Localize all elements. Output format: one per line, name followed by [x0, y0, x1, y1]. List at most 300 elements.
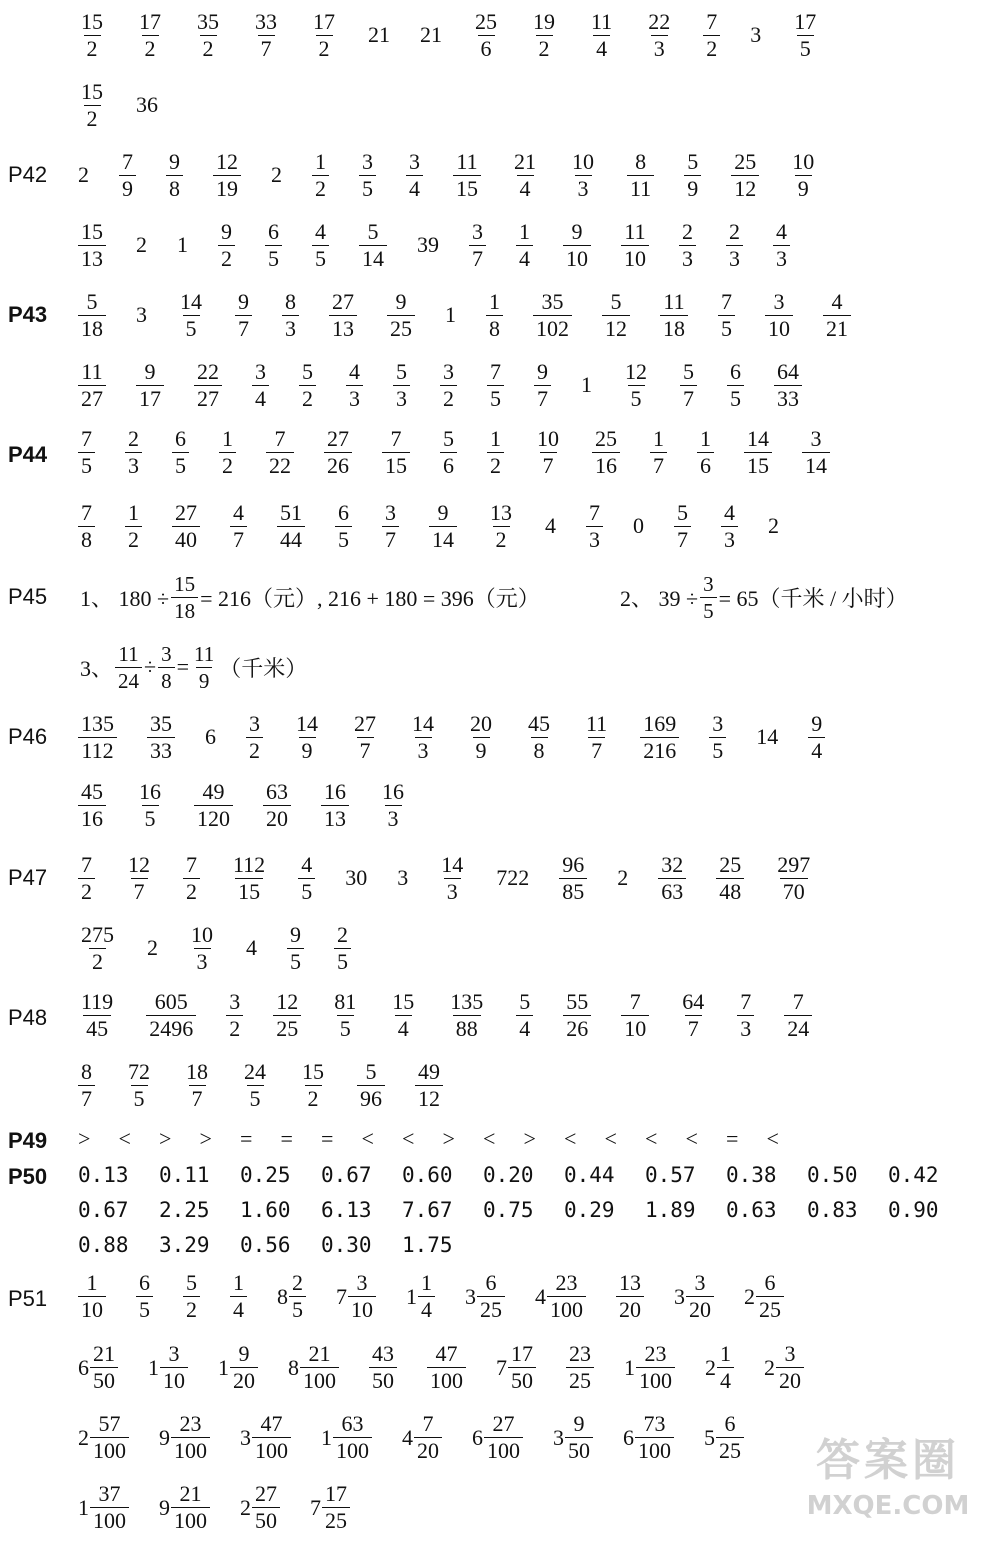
row-p42-a	[0, 146, 1000, 204]
fraction	[252, 1411, 291, 1464]
fraction-answer	[486, 289, 503, 342]
denominator: 2	[299, 385, 316, 412]
numerator: 27	[332, 288, 354, 314]
fraction-answer	[389, 989, 417, 1042]
fraction-answer	[679, 989, 707, 1042]
row-p50-b	[0, 1195, 1000, 1229]
fraction	[621, 989, 649, 1042]
fraction	[191, 641, 217, 694]
fraction-answer	[447, 989, 486, 1042]
fraction-answer	[563, 219, 591, 272]
denominator: 50	[369, 1367, 397, 1394]
denominator: 10	[621, 245, 649, 272]
fraction-answer	[166, 149, 183, 202]
denominator: 7	[357, 737, 374, 764]
integer-part: 1	[624, 1354, 635, 1380]
fraction-answer	[516, 219, 533, 272]
mixed-number	[310, 1481, 350, 1534]
fraction	[773, 219, 790, 272]
numerator: 3	[255, 358, 266, 384]
numerator: 25	[475, 8, 497, 34]
fraction	[636, 1341, 675, 1394]
numerator: 3	[168, 1341, 180, 1366]
denominator: 20	[616, 1296, 644, 1323]
fraction	[726, 219, 743, 272]
denominator: 15	[453, 175, 481, 202]
fraction	[516, 989, 533, 1042]
numerator: 5	[365, 1059, 377, 1084]
answer-items	[78, 216, 1000, 274]
fraction-answer	[125, 500, 142, 553]
fraction-answer	[194, 9, 222, 62]
numerator: 21	[93, 1341, 115, 1366]
fraction-answer	[530, 9, 558, 62]
mixed-number-body	[472, 1411, 523, 1464]
denominator: 8	[158, 667, 175, 694]
equation-1	[78, 568, 542, 626]
mixed-number	[240, 1411, 291, 1464]
answer-items	[78, 849, 1000, 907]
numerator: 4	[301, 851, 313, 877]
denominator: 2	[200, 35, 217, 62]
mixed-number-body	[465, 1270, 505, 1323]
fraction	[369, 1341, 397, 1394]
fraction	[78, 9, 106, 62]
fraction	[348, 1270, 376, 1323]
denominator: 5	[247, 1085, 264, 1112]
mixed-number-body	[764, 1341, 804, 1394]
denominator: 14	[359, 245, 387, 272]
fraction-answer	[263, 779, 291, 832]
fraction-answer	[299, 359, 316, 412]
mixed-number	[496, 1341, 536, 1394]
mixed-number	[78, 1411, 129, 1464]
fraction	[299, 359, 316, 412]
fraction-answer	[472, 9, 500, 62]
decimal-answer: 0.63	[726, 1198, 777, 1222]
fraction	[756, 1270, 784, 1323]
numerator: 14	[441, 851, 464, 877]
fraction	[160, 1341, 188, 1394]
fraction	[447, 989, 486, 1042]
numerator: 11	[456, 148, 478, 174]
fraction-answer	[592, 426, 620, 479]
fraction	[534, 359, 551, 412]
denominator: 6	[697, 452, 714, 479]
equation-text: = 65（千米 / 小时）	[718, 585, 908, 611]
fraction-answer	[335, 500, 352, 553]
numerator: 6	[139, 1270, 150, 1295]
numerator: 33	[255, 8, 277, 34]
fraction-answer	[172, 426, 189, 479]
decimal-answer: 0.60	[402, 1163, 453, 1187]
mixed-number-body	[78, 1341, 118, 1394]
denominator: 2	[316, 35, 333, 62]
fraction	[414, 1411, 442, 1464]
denominator: 85	[559, 878, 587, 905]
numerator: 11	[591, 8, 613, 34]
numerator: 1	[315, 148, 326, 174]
decimal-answer: 0.42	[888, 1163, 939, 1187]
fraction-answer	[324, 426, 352, 479]
numerator: 7	[422, 1411, 434, 1436]
denominator: 10	[78, 1296, 106, 1323]
whole-value: 3	[397, 865, 409, 890]
numerator: 32	[661, 851, 684, 877]
denominator: 10	[348, 1296, 376, 1323]
mixed-number	[764, 1341, 804, 1394]
row-p43-b	[0, 356, 1000, 414]
numerator: 14	[180, 288, 202, 314]
numerator: 17	[794, 8, 817, 34]
mixed-number-body	[674, 1270, 714, 1323]
denominator: 2	[536, 35, 553, 62]
denominator: 100	[171, 1437, 210, 1464]
fraction	[440, 426, 457, 479]
denominator: 7	[382, 526, 399, 553]
fraction	[674, 500, 691, 553]
fraction	[622, 359, 650, 412]
fraction-answer	[640, 711, 679, 764]
denominator: 100	[484, 1437, 523, 1464]
numerator: 5	[677, 499, 688, 525]
decimal-answer: 0.75	[483, 1198, 534, 1222]
fraction	[467, 711, 495, 764]
fraction	[469, 219, 486, 272]
denominator: 16	[592, 452, 620, 479]
denominator: 5	[142, 805, 159, 832]
denominator: 27	[78, 385, 106, 412]
fraction	[357, 1059, 385, 1112]
comparison-symbol: <	[483, 1126, 496, 1151]
fraction-answer	[219, 426, 236, 479]
whole-number	[756, 708, 778, 766]
denominator: 18	[171, 597, 198, 624]
fraction-answer	[78, 9, 106, 62]
fraction	[472, 9, 500, 62]
denominator: 7	[235, 315, 252, 342]
fraction-answer	[409, 711, 437, 764]
whole-value: 2	[147, 935, 158, 960]
fraction-answer	[298, 852, 315, 905]
denominator: 102	[533, 315, 572, 342]
fraction	[78, 500, 95, 553]
fraction	[588, 9, 615, 62]
fraction	[136, 1270, 153, 1323]
fraction-answer	[438, 852, 466, 905]
mixed-number-body	[402, 1411, 442, 1464]
denominator: 8	[166, 175, 183, 202]
fraction	[78, 1270, 106, 1323]
mixed-number	[624, 1341, 675, 1394]
fraction-answer	[588, 9, 615, 62]
denominator: 2	[246, 737, 263, 764]
numerator: 5	[519, 989, 531, 1014]
fraction-answer	[406, 149, 423, 202]
fraction-answer	[382, 426, 410, 479]
denominator: 2496	[146, 1015, 196, 1042]
fraction	[90, 1481, 129, 1534]
fraction	[265, 219, 282, 272]
denominator: 2	[183, 1296, 200, 1323]
fraction-answer	[645, 9, 673, 62]
denominator: 100	[171, 1507, 210, 1534]
fraction-answer	[78, 289, 106, 342]
denominator: 5	[183, 315, 200, 342]
numerator: 9	[573, 1411, 585, 1436]
fraction	[213, 149, 241, 202]
fraction-answer	[453, 149, 481, 202]
numerator: 15	[174, 571, 196, 596]
numerator: 9	[238, 1341, 250, 1366]
numerator: 21	[179, 1481, 202, 1506]
whole-value: 0	[633, 513, 644, 538]
denominator: 4	[593, 35, 610, 62]
denominator: 21	[823, 315, 851, 342]
whole-number	[368, 6, 390, 64]
row-p47-a	[0, 849, 1000, 907]
integer-part: 8	[277, 1283, 288, 1309]
numerator: 10	[572, 148, 594, 174]
denominator: 3	[415, 737, 432, 764]
integer-part: 1	[406, 1283, 417, 1309]
fraction-answer	[78, 219, 106, 272]
numerator: 4	[315, 218, 326, 244]
fraction-answer	[697, 426, 714, 479]
row-p51-a	[0, 1270, 1000, 1328]
numerator: 47	[260, 1411, 283, 1436]
numerator: 11	[81, 358, 103, 384]
fraction-answer	[78, 426, 95, 479]
numerator: 49	[202, 779, 225, 804]
numerator: 9	[144, 358, 156, 384]
row-p47-b	[0, 919, 1000, 977]
decimal-answer: 1.60	[240, 1198, 291, 1222]
fraction-answer	[312, 219, 329, 272]
mixed-number	[553, 1411, 593, 1464]
fraction-answer	[726, 219, 743, 272]
numerator: 8	[635, 148, 647, 174]
watermark-logo-text: 答案圈	[816, 1435, 960, 1486]
fraction-answer	[136, 1270, 153, 1323]
fraction	[329, 289, 357, 342]
denominator: 33	[147, 737, 175, 764]
numerator: 10	[792, 148, 815, 174]
numerator: 1	[233, 1270, 244, 1295]
denominator: 7	[189, 1085, 206, 1112]
fraction-answer	[516, 989, 533, 1042]
fraction-answer	[789, 149, 817, 202]
whole-value: 3	[136, 302, 147, 327]
fraction-answer	[147, 711, 175, 764]
denominator: 2	[703, 35, 720, 62]
denominator: 5	[718, 315, 735, 342]
fraction	[171, 1481, 210, 1534]
numerator: 63	[341, 1411, 364, 1436]
denominator: 3	[444, 878, 461, 905]
fraction	[679, 989, 707, 1042]
mixed-number-body	[240, 1481, 280, 1534]
numerator: 27	[255, 1481, 277, 1506]
fraction-answer	[415, 1059, 443, 1112]
mixed-number	[535, 1270, 586, 1323]
numerator: 25	[734, 148, 757, 174]
fraction	[230, 1270, 247, 1323]
integer-part: 8	[288, 1354, 299, 1380]
denominator: 20	[263, 805, 291, 832]
fraction-answer	[312, 149, 329, 202]
fraction	[379, 779, 407, 832]
numerator: 2	[292, 1270, 303, 1295]
fraction-answer	[703, 9, 720, 62]
denominator: 25	[387, 315, 415, 342]
row-p50-a	[0, 1160, 1000, 1194]
denominator: 5	[337, 1015, 354, 1042]
row-p48-b	[0, 1059, 1000, 1117]
denominator: 7	[674, 526, 691, 553]
decimal-answer: 0.83	[807, 1198, 858, 1222]
mixed-number	[288, 1341, 339, 1394]
numerator: 64	[682, 989, 705, 1014]
numerator: 3	[773, 288, 785, 314]
denominator: 63	[658, 878, 686, 905]
fraction-answer	[78, 500, 95, 553]
whole-number	[545, 497, 556, 555]
whole-number	[177, 216, 188, 274]
fraction-answer	[273, 989, 301, 1042]
denominator: 12	[415, 1085, 443, 1112]
whole-number	[420, 6, 442, 64]
numerator: 5	[610, 288, 622, 314]
integer-part: 6	[472, 1424, 483, 1450]
answer-items	[78, 286, 1000, 344]
integer-part: 3	[553, 1424, 564, 1450]
numerator: 47	[435, 1341, 458, 1366]
denominator: 4	[516, 245, 533, 272]
fraction	[393, 359, 410, 412]
numerator: 7	[274, 426, 286, 451]
decimal-answer: 0.57	[645, 1163, 696, 1187]
fraction	[387, 289, 415, 342]
numerator: 1	[490, 426, 501, 451]
fraction-answer	[213, 149, 241, 202]
denominator: 9	[119, 175, 136, 202]
denominator: 9	[684, 175, 701, 202]
mixed-number-body	[406, 1270, 435, 1323]
denominator: 9	[299, 737, 316, 764]
numerator: 1	[489, 288, 500, 314]
denominator: 25	[716, 1437, 744, 1464]
numerator: 73	[643, 1411, 666, 1436]
denominator: 2	[125, 526, 142, 553]
mixed-number	[674, 1270, 714, 1323]
integer-part: 1	[78, 1494, 89, 1520]
denominator: 5	[700, 597, 717, 624]
decimal-answer: 0.20	[483, 1163, 534, 1187]
denominator: 100	[635, 1437, 674, 1464]
fraction	[440, 359, 457, 412]
integer-part: 2	[744, 1283, 755, 1309]
integer-part: 4	[402, 1424, 413, 1450]
denominator: 4	[395, 1015, 412, 1042]
denominator: 5	[335, 526, 352, 553]
numerator: 5	[186, 1270, 197, 1295]
fraction	[183, 1270, 200, 1323]
fraction	[287, 922, 304, 975]
numerator: 23	[644, 1341, 667, 1366]
denominator: 2	[493, 526, 510, 553]
denominator: 26	[563, 1015, 591, 1042]
numerator: 1	[421, 1270, 432, 1295]
comparison-symbol: >	[199, 1126, 212, 1151]
numerator: 27	[327, 426, 349, 451]
fraction-answer	[650, 426, 667, 479]
decimal-answer: 0.67	[78, 1198, 129, 1222]
denominator: 15	[382, 452, 410, 479]
denominator: 100	[547, 1296, 586, 1323]
numerator: 3	[694, 1270, 706, 1295]
numerator: 15	[392, 989, 415, 1014]
fraction-answer	[533, 289, 572, 342]
fraction	[486, 289, 503, 342]
comparison-symbol: >	[78, 1126, 91, 1151]
fraction-answer	[172, 500, 200, 553]
decimal-answer: 0.90	[888, 1198, 939, 1222]
fraction-answer	[329, 289, 357, 342]
fraction	[640, 711, 679, 764]
numerator: 2	[682, 218, 693, 244]
fraction	[172, 500, 200, 553]
fraction	[566, 1341, 594, 1394]
fraction	[322, 1481, 350, 1534]
fraction-answer	[78, 922, 117, 975]
numerator: 7	[706, 8, 718, 34]
fraction-answer	[230, 1270, 247, 1323]
fraction-answer	[241, 1059, 269, 1112]
decimal-answer: 0.25	[240, 1163, 291, 1187]
fraction-answer	[78, 1059, 95, 1112]
whole-number	[246, 919, 257, 977]
page-label: P44	[8, 442, 48, 467]
numerator: 10	[537, 426, 559, 451]
denominator: 13	[329, 315, 357, 342]
fraction-answer	[602, 289, 630, 342]
whole-number	[750, 6, 761, 64]
fraction-answer	[487, 500, 515, 553]
row-1	[0, 6, 1000, 64]
fraction-answer	[525, 711, 553, 764]
fraction	[684, 149, 701, 202]
numerator: 1	[653, 426, 664, 451]
numerator: 6	[730, 358, 741, 384]
denominator: 5	[628, 385, 645, 412]
numerator: 297	[777, 851, 811, 877]
fraction	[721, 500, 738, 553]
fraction-answer	[78, 79, 106, 132]
denominator: 3	[651, 35, 668, 62]
denominator: 9	[196, 667, 213, 694]
denominator: 7	[131, 878, 148, 905]
fraction	[78, 426, 95, 479]
fraction-answer	[622, 359, 650, 412]
answer-items	[78, 497, 1000, 555]
numerator: 5	[302, 358, 313, 384]
numerator: 17	[139, 8, 161, 34]
answer-items	[78, 989, 1000, 1047]
fraction	[680, 359, 697, 412]
fraction	[273, 989, 301, 1042]
denominator: 10	[160, 1367, 188, 1394]
